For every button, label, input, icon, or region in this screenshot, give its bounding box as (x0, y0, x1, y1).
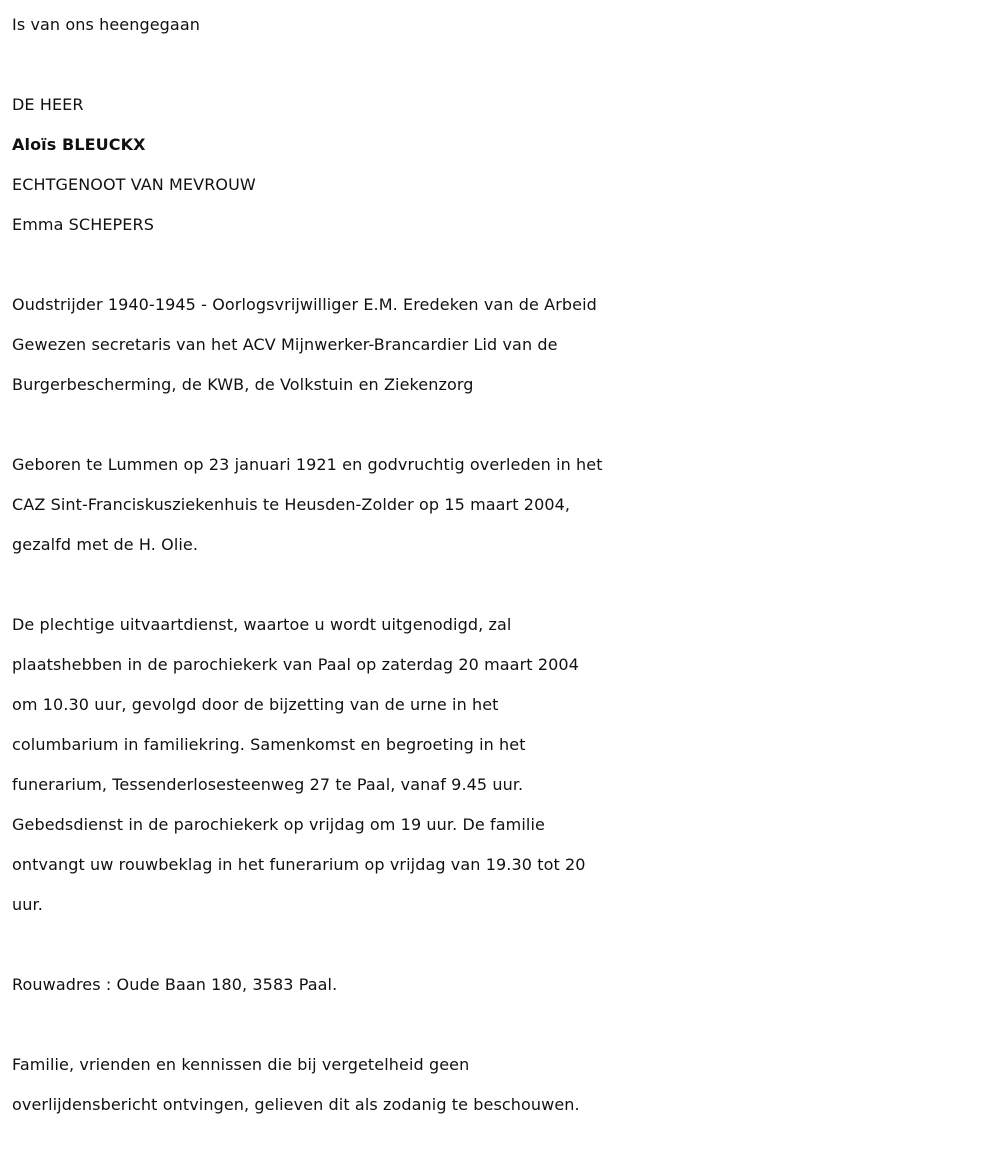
funeral-paragraph (12, 605, 1000, 925)
intro-text: Is van ons heengegaan (12, 15, 200, 34)
paragraph-line: om 10.30 uur, gevolgd door de bijzetting van de urne in het (12, 695, 499, 714)
paragraph-line: columbarium in familiekring. Samenkomst en begroeting in het (12, 735, 526, 754)
relation-text: ECHTGENOOT VAN MEVROUW (12, 175, 256, 194)
paragraph-line: Geboren te Lummen op 23 januari 1921 en godvruchtig overleden in het (12, 455, 603, 474)
deceased-name: Aloïs BLEUCKX (12, 135, 146, 154)
paragraph-line: De plechtige uitvaartdienst, waartoe u wordt uitgenodigd, zal (12, 615, 512, 634)
spacer (12, 1005, 1000, 1045)
paragraph-line: uur. (12, 895, 43, 914)
paragraph-line: Gewezen secretaris van het ACV Mijnwerker-Brancardier Lid van de (12, 335, 558, 354)
spacer (12, 45, 1000, 85)
paragraph-line: plaatshebben in de parochiekerk van Paal op zaterdag 20 maart 2004 (12, 655, 579, 674)
spacer (12, 565, 1000, 605)
paragraph-line: ontvangt uw rouwbeklag in het funerarium op vrijdag van 19.30 tot 20 (12, 855, 586, 874)
paragraph-line: CAZ Sint-Franciskusziekenhuis te Heusden-Zolder op 15 maart 2004, (12, 495, 571, 514)
paragraph-line: funerarium, Tessenderlosesteenweg 27 te Paal, vanaf 9.45 uur. (12, 775, 524, 794)
spacer (12, 405, 1000, 445)
spacer (12, 925, 1000, 965)
paragraph-line: Gebedsdienst in de parochiekerk op vrijdag om 19 uur. De familie (12, 815, 545, 834)
mourning-address: Rouwadres : Oude Baan 180, 3583 Paal. (12, 975, 338, 994)
paragraph-line: overlijdensbericht ontvingen, gelieven dit als zodanig te beschouwen. (12, 1095, 580, 1114)
paragraph-line: gezalfd met de H. Olie. (12, 535, 199, 554)
life-paragraph (12, 445, 1000, 565)
affiliations-paragraph (12, 285, 1000, 405)
paragraph-line: Oudstrijder 1940-1945 - Oorlogsvrijwilliger E.M. Eredeken van de Arbeid (12, 295, 597, 314)
spacer (12, 245, 1000, 285)
honorific: DE HEER (12, 95, 84, 114)
closing-paragraph (12, 1045, 1000, 1125)
paragraph-line: Burgerbescherming, de KWB, de Volkstuin en Ziekenzorg (12, 375, 474, 394)
paragraph-line: Familie, vrienden en kennissen die bij vergetelheid geen (12, 1055, 470, 1074)
spouse-name: Emma SCHEPERS (12, 215, 154, 234)
